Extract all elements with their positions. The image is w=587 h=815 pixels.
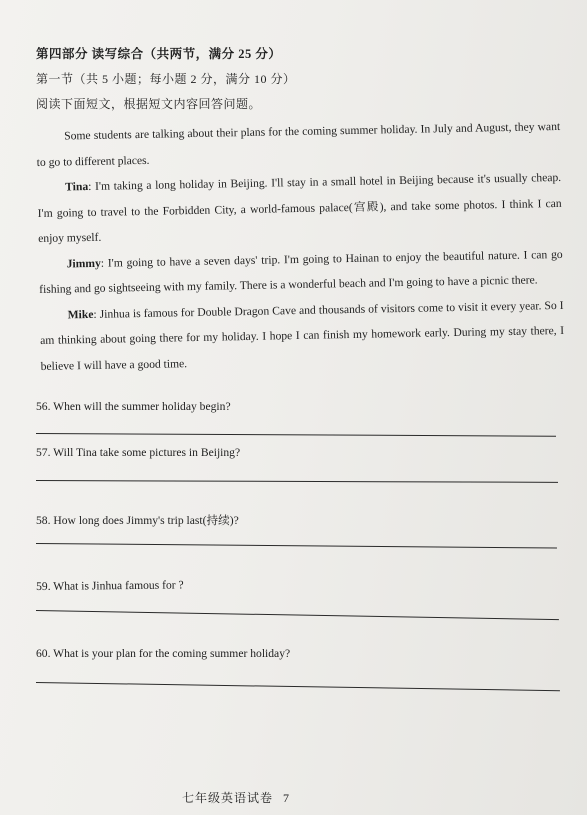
speaker-mike: Mike	[67, 307, 94, 321]
reading-passage	[36, 114, 565, 379]
speaker-tina: Tina	[65, 180, 89, 194]
answer-line-59[interactable]	[36, 610, 559, 620]
answer-line-60[interactable]	[36, 682, 560, 691]
tina-text: : I'm taking a long holiday in Beijing. I'll stay in a small hotel in Beijing because it's usually cheap. I'm going to travel to the Forbidden City, a world-famous palace(宫殿), and take some photos. I think I can enjoy myself.	[37, 170, 562, 245]
speaker-jimmy: Jimmy	[66, 256, 101, 270]
page-number: 7	[283, 791, 291, 805]
question-56: 56. When will the summer holiday begin?	[36, 400, 231, 413]
question-59: 59. What is Jinhua famous for ?	[36, 578, 184, 593]
answer-line-57[interactable]	[36, 480, 558, 483]
footer-title: 七年级英语试卷	[182, 791, 274, 805]
answer-line-58[interactable]	[36, 543, 557, 549]
section-subtitle: 第一节（共 5 小题；每小题 2 分，满分 10 分）	[36, 72, 296, 86]
jimmy-text: : I'm going to have a seven days' trip. I'm going to Hainan to enjoy the beautiful nature. I can go fishing and go sightseeing with my family. There is a wonderful beach and I'm going to have a picnic there.	[39, 247, 563, 296]
mike-text: : Jinhua is famous for Double Dragon Cave and thousands of visitors come to visit it every year. So I am thinking about going there for my holiday. I hope I can finish my homework early. During my stay there, I believe I will have a good time.	[40, 298, 565, 373]
passage-intro: Some students are talking about their plans for the coming summer holiday. In July and August, they want to go to different places.	[36, 119, 561, 169]
passage-jimmy	[38, 241, 563, 302]
question-58: 58. How long does Jimmy's trip last(持续)?	[36, 514, 239, 527]
question-60: 60. What is your plan for the coming summer holiday?	[36, 647, 291, 660]
passage-mike	[39, 292, 564, 379]
page-footer	[182, 789, 290, 806]
instruction-text: 阅读下面短文，根据短文内容回答问题。	[36, 97, 262, 111]
question-57: 57. Will Tina take some pictures in Beijing?	[36, 446, 241, 459]
answer-line-56[interactable]	[36, 433, 556, 437]
passage-tina	[37, 165, 562, 252]
section-title: 第四部分 读写综合（共两节，满分 25 分）	[36, 47, 282, 61]
